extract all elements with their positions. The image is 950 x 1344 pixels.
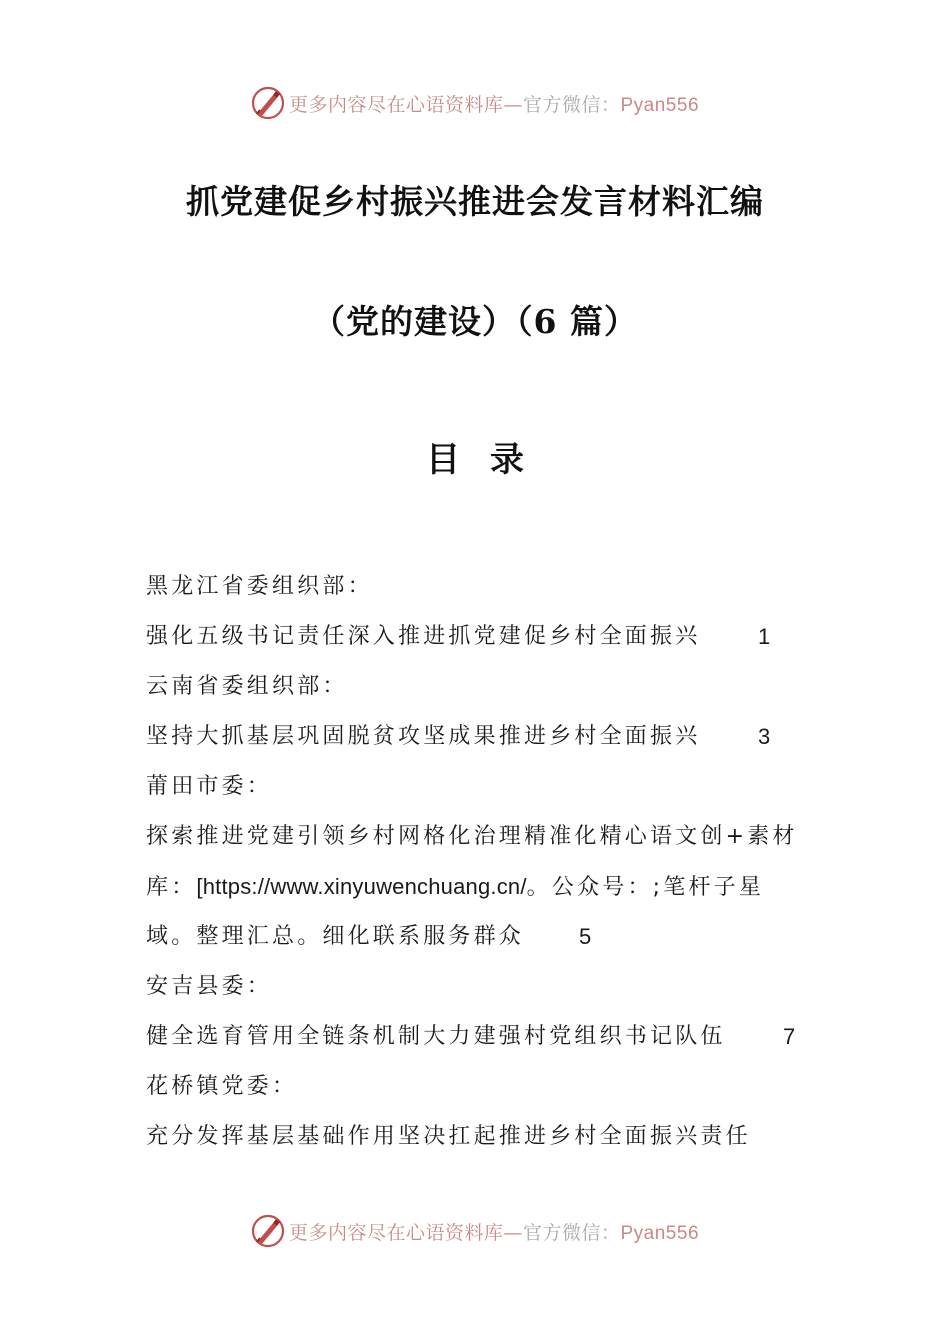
document-subtitle: （党的建设）（6 篇） bbox=[312, 302, 638, 341]
toc-entry-title: 强化五级书记责任深入推进抓党建促乡村全面振兴 bbox=[146, 624, 701, 649]
toc-entry-title: 充分发挥基层基础作用坚决扛起推进乡村全面振兴责任 bbox=[146, 1124, 751, 1149]
footer-watermark bbox=[0, 1211, 950, 1251]
toc-page-number: 3 bbox=[758, 724, 771, 749]
toc-entry-title: 域。整理汇总。细化联系服务群众 bbox=[146, 924, 525, 949]
toc-heading: 目录 bbox=[426, 440, 554, 480]
toc-entry-title: 坚持大抓基层巩固脱贫攻坚成果推进乡村全面振兴 bbox=[146, 724, 701, 749]
toc-page-number: 1 bbox=[758, 624, 771, 649]
table-of-contents bbox=[146, 562, 811, 1162]
watermark-text: 更多内容尽在心语资料库—官方微信：Pyan556 bbox=[288, 1221, 700, 1244]
watermark-text: 更多内容尽在心语资料库—官方微信：Pyan556 bbox=[288, 93, 700, 116]
toc-page-number: 7 bbox=[783, 1024, 796, 1049]
toc-entry-title: 。公众号：;笔杆子星 bbox=[526, 875, 765, 900]
toc-entry-continued[interactable] bbox=[146, 912, 811, 962]
toc-entry-continued[interactable] bbox=[146, 862, 811, 912]
toc-entry[interactable] bbox=[146, 812, 811, 862]
toc-entry-url[interactable]: [https://www.xinyuwenchuang.cn/ bbox=[196, 874, 527, 899]
toc-org: 花桥镇党委： bbox=[146, 1074, 298, 1099]
toc-entry[interactable] bbox=[146, 1012, 811, 1062]
toc-entry-title: 库： bbox=[146, 875, 197, 900]
pen-logo-icon bbox=[251, 1214, 285, 1248]
toc-org: 安吉县委： bbox=[146, 974, 273, 999]
document-title: 抓党建促乡村振兴推进会发言材料汇编 bbox=[186, 182, 764, 221]
toc-entry-title: 探索推进党建引领乡村网格化治理精准化精心语文创+素材 bbox=[146, 824, 798, 849]
pen-logo-icon bbox=[251, 86, 285, 120]
toc-org: 莆田市委： bbox=[146, 774, 273, 799]
toc-page-number: 5 bbox=[579, 924, 592, 949]
header-watermark bbox=[0, 83, 950, 123]
toc-entry[interactable] bbox=[146, 1112, 811, 1162]
toc-entry[interactable] bbox=[146, 712, 811, 762]
toc-org: 黑龙江省委组织部： bbox=[146, 574, 373, 599]
toc-entry[interactable] bbox=[146, 612, 811, 662]
toc-org: 云南省委组织部： bbox=[146, 674, 348, 699]
toc-entry-title: 健全选育管用全链条机制大力建强村党组织书记队伍 bbox=[146, 1024, 726, 1049]
